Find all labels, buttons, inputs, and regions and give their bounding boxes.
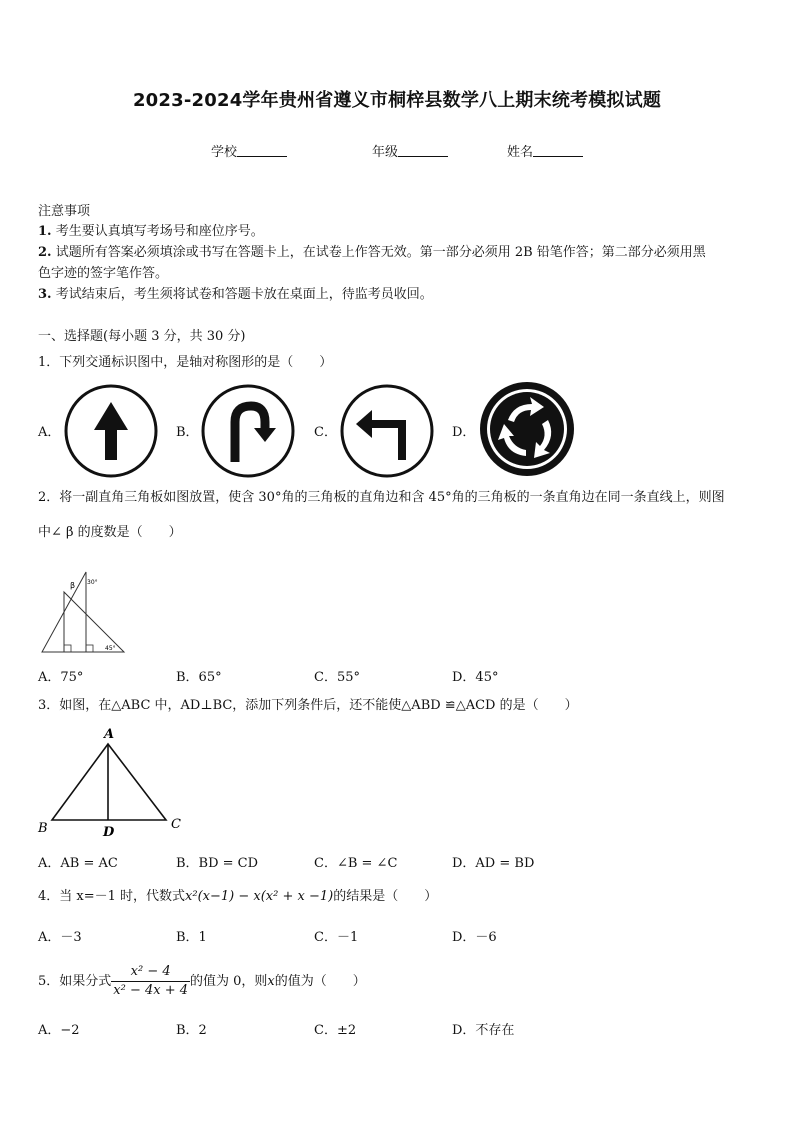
q1-option-a-label[interactable]: A． <box>38 425 61 440</box>
q3-option-d[interactable]: D．AD = BD <box>452 856 535 871</box>
q2-triangles-figure <box>40 572 130 658</box>
sign-circle <box>203 386 293 476</box>
triangle-45 <box>64 592 124 652</box>
q5-numerator: x² − 4 <box>111 963 190 982</box>
angle-45-label: 45° <box>105 645 116 652</box>
q4-option-d[interactable]: D．－6 <box>452 930 497 945</box>
q4-expression: x²(x−1) − x(x² + x −1) <box>185 889 334 904</box>
note-item: 2. 试题所有答案必须填涂或书写在答题卡上，在试卷上作答无效。第一部分必须用 2B 铅笔作答；第二部分必须用黑 <box>38 245 706 260</box>
q3-option-a[interactable]: A．AB = AC <box>38 856 118 871</box>
q1-option-c-label[interactable]: C． <box>314 425 337 440</box>
school-field[interactable] <box>211 141 287 160</box>
grade-label: 年级 <box>372 145 399 160</box>
section-heading: 一、选择题(每小题 3 分，共 30 分) <box>38 329 246 344</box>
name-blank <box>533 144 583 157</box>
school-blank <box>237 144 287 157</box>
q1-sign-roundabout[interactable] <box>478 380 576 478</box>
q3-stem: 3．如图，在△ABC 中，AD⊥BC，添加下列条件后，还不能使△ABD ≌△ACD 的是（ ） <box>38 698 578 713</box>
q3-option-b[interactable]: B．BD = CD <box>176 856 259 871</box>
q5-fraction <box>111 963 190 1000</box>
q5-option-c[interactable]: C．±2 <box>314 1023 357 1038</box>
q4-stem: 4．当 x=－1 时，代数式x²(x−1) − x(x² + x −1)的结果是（ ） <box>38 889 438 904</box>
q1-stem: 1．下列交通标识图中，是轴对称图形的是（ ） <box>38 355 333 370</box>
q1-sign-u-turn[interactable] <box>201 384 295 478</box>
q1-option-d-label[interactable]: D． <box>452 425 476 440</box>
q4-option-b[interactable]: B．1 <box>176 930 207 945</box>
q2-option-c[interactable]: C．55° <box>314 670 360 685</box>
page-title: 2023-2024学年贵州省遵义市桐梓县数学八上期末统考模拟试题 <box>132 90 662 111</box>
beta-label: β <box>70 581 76 590</box>
name-field[interactable] <box>507 141 583 160</box>
q1-sign-left-turn[interactable] <box>340 384 434 478</box>
label-a: A <box>104 727 115 742</box>
q5-option-a[interactable]: A．−2 <box>38 1023 80 1038</box>
note-item-continued: 色字迹的签字笔作答。 <box>38 266 169 281</box>
q3-triangle-figure <box>38 724 188 840</box>
q2-option-b[interactable]: B．65° <box>176 670 222 685</box>
label-d: D <box>103 825 115 840</box>
q4-option-c[interactable]: C．－1 <box>314 930 359 945</box>
q5-option-b[interactable]: B．2 <box>176 1023 207 1038</box>
q5-stem: 5．如果分式 $\frac{\text{x² − 4}}{\text{x² − 4x + 4}}$ 的值为 0，则x的值为（ ） <box>38 964 366 998</box>
note-item: 3. 考试结束后，考生须将试卷和答题卡放在桌面上，待监考员收回。 <box>38 287 433 302</box>
q2-option-a[interactable]: A．75° <box>38 670 84 685</box>
name-label: 姓名 <box>507 145 534 160</box>
sign-circle <box>342 386 432 476</box>
sign-circle-inner <box>490 392 564 466</box>
triangle-abc <box>52 744 166 820</box>
q1-option-b-label[interactable]: B． <box>176 425 199 440</box>
q2-stem-line2: 中∠ β 的度数是（ ） <box>38 525 182 540</box>
q1-sign-up-arrow[interactable] <box>64 384 158 478</box>
note-item: 1. 考生要认真填写考场号和座位序号。 <box>38 224 264 239</box>
q5-option-d[interactable]: D．不存在 <box>452 1023 515 1038</box>
q2-option-d[interactable]: D．45° <box>452 670 499 685</box>
q5-denominator: x² − 4x + 4 <box>113 983 189 998</box>
label-b: B <box>38 821 48 836</box>
grade-field[interactable] <box>372 141 448 160</box>
q3-option-c[interactable]: C．∠B = ∠C <box>314 856 398 871</box>
q4-option-a[interactable]: A．－3 <box>38 930 82 945</box>
grade-blank <box>398 144 448 157</box>
notes-heading: 注意事项 <box>38 204 91 219</box>
label-c: C <box>171 817 181 832</box>
school-label: 学校 <box>211 145 238 160</box>
angle-30-label: 30° <box>87 579 98 586</box>
q2-stem-line1: 2．将一副直角三角板如图放置，使含 30°角的三角板的直角边和含 45°角的三角板的一条直角边在同一条直线上，则图 <box>38 490 725 505</box>
